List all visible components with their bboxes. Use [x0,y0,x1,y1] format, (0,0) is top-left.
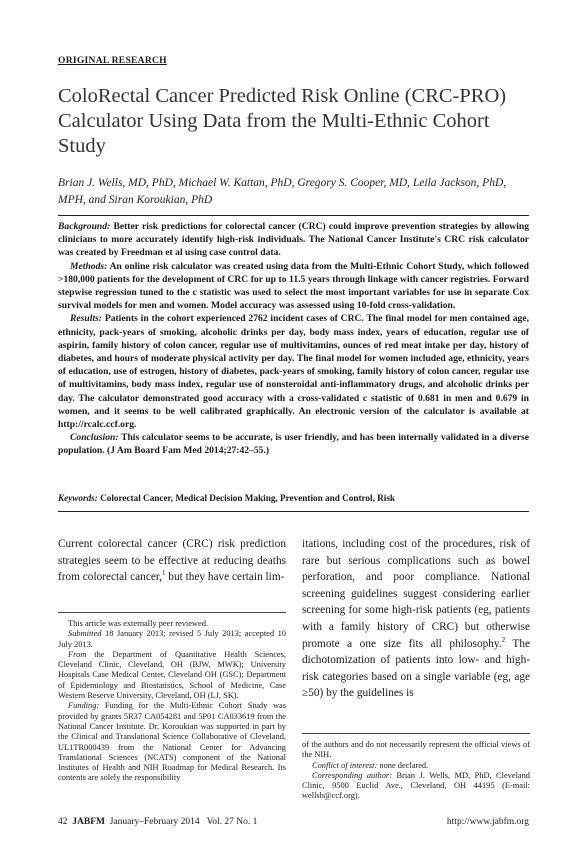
journal-name: JABFM [72,817,105,827]
conclusion-label: Conclusion: [70,432,119,444]
footnote-funding [58,701,286,783]
author-list: Brian J. Wells, MD, PhD, Michael W. Kattan, PhD, Gregory S. Cooper, MD, Leila Jackson, PhD, MPH, and Siran Koroukian, PhD [58,177,507,206]
body-left-text-a: Current colorectal cancer (CRC) risk prediction strategies seem to be effective at reducing deaths from colorectal cancer, [58,538,286,584]
abstract-conclusion [58,431,529,457]
from-label: From [68,649,87,659]
submitted-text: 18 January 2013; revised 5 July 2013; accepted 10 July 2013. [58,629,286,649]
body-right-text-b: The dichotomization of patients into low- and high-risk categories based on a single variable (eg, age ≥50) by the guidelines is [302,637,530,700]
footer-left [58,817,257,827]
conflict-text: none declared. [377,760,429,770]
submitted-label: Submitted [68,629,102,639]
reference-2[interactable]: 2 [501,635,506,644]
conflict-label: Conflict of interest: [312,760,378,770]
funding-text: Funding for the Multi-Ethnic Cohort Study was provided by grants 5R37 CA054281 and 5P01 CA033619 from the National Cancer Institute. Dr. Koroukian was supported in part by the Clinical and Translational Science Collaborative of Cleveland, UL1TR000439 from the National Center for Advancing Translational Sciences (NCATS) component of the National Institutes of Health and NIH Roadmap for Medical Research. Its contents are solely the responsibility [58,701,286,783]
body-paragraph-left [58,536,286,586]
abstract [58,220,529,458]
methods-text: An online risk calculator was created using data from the Multi-Ethnic Cohort Study, which followed >180,000 patients for the development of CRC for up to 11.5 years through linkage with cancer registries. Forward stepwise regression tuned to the c statistic was used to select the most important variables for use in separate Cox survival models for men and women. Model accuracy was assessed using 10-fold cross-validation. [58,260,529,312]
body-left-text-b: but they have certain lim- [165,571,285,584]
keywords [58,492,529,504]
footnote-rule-left [58,612,286,613]
issue-info: January–February 2014 Vol. 27 No. 1 [109,817,258,827]
corresponding-text: Brian J. Wells, MD, PhD, Cleveland Clinic, 9500 Euclid Ave., Cleveland, OH 44195 (E-mail: wellsb@ccf.org). [302,770,530,801]
background-label: Background: [58,221,111,232]
body-column-right [302,536,530,702]
abstract-methods [58,260,529,313]
body-right-text-a: itations, including cost of the procedures, risk of rare but serious complications such as bowel perforation, and poor compliance. National screening guidelines suggest considering earlier screening for some high-risk patients (eg, patients with a family history of CRC) but otherwise promote a one size fits all philosophy. [302,538,530,650]
from-text: the Department of Quantitative Health Sciences, Cleveland Clinic, Cleveland, OH (BJW, MWK); University Hospitals Case Medical Center, Cleveland OH (GSC); Department of Epidemiology and Biostatistics, School of Medicine, Case Western Reserve University, Cleveland, OH (LJ, SK). [58,649,286,701]
results-text: Patients in the cohort experienced 2762 incident cases of CRC. The final model for men contained age, ethnicity, pack-years of smoking, alcoholic drinks per day, body mass index, years of education, regular use of aspirin, family history of colon cancer, regular use of multivitamins, ounces of red meat intake per day, history of diabetes, and hours of moderate physical activity per day. The final model for women included age, ethnicity, years of education, use of estrogen, history of diabetes, pack-years of smoking, family history of colon cancer, regular use of multivitamins, body mass index, regular use of nonsteroidal anti-inflammatory drugs, and alcoholic drinks per day. The calculator demonstrated good accuracy with a cross-validated c statistic of 0.681 in men and 0.679 in women, and it seems to be well calibrated graphically. An electronic version of the calculator is available at http://rcalc.ccf.org. [58,313,530,431]
funding-label: Funding: [68,701,100,711]
article-title: ColoRectal Cancer Predicted Risk Online (CRC-PRO) Calculator Using Data from the Multi-Ethnic Cohort Study [58,85,507,157]
page-number: 42 [58,817,68,827]
footnote-continuation: of the authors and do not necessarily represent the official views of the NIH. [302,740,530,760]
results-label: Results: [70,313,102,325]
abstract-bottom-rule [58,511,529,512]
body-paragraph-right [302,536,530,702]
footnote-peer-review: This article was externally peer reviewed. [68,619,208,628]
body-column-left [58,536,286,586]
journal-url[interactable]: http://www.jabfm.org [446,817,529,827]
footnote-affiliations [58,650,286,701]
footnote-corresponding [302,771,530,802]
footnote-rule-right [302,733,530,734]
corresponding-label: Corresponding author: [312,770,392,780]
keywords-label: Keywords: [58,493,98,503]
abstract-top-rule [58,215,529,216]
keywords-text: Colorectal Cancer, Medical Decision Making, Prevention and Control, Risk [100,493,396,503]
footnote-submitted [58,629,286,650]
abstract-results [58,312,529,431]
methods-label: Methods: [70,260,108,272]
section-label: ORIGINAL RESEARCH [58,56,167,66]
footnotes-left [58,619,286,784]
background-text: Better risk predictions for colorectal cancer (CRC) could improve prevention strategies by allowing clinicians to more accurately identify high-risk individuals. The National Cancer Institute's CRC risk calculator was created by Freedman et al using case control data. [58,221,529,259]
reference-1[interactable]: 1 [161,569,166,578]
footnote-conflict [302,761,530,771]
conclusion-text: This calculator seems to be accurate, is user friendly, and has been internally validated in a diverse population. (J Am Board Fam Med 2014;27:42–55.) [58,432,529,457]
abstract-background [58,220,529,260]
footnotes-right [302,740,530,802]
